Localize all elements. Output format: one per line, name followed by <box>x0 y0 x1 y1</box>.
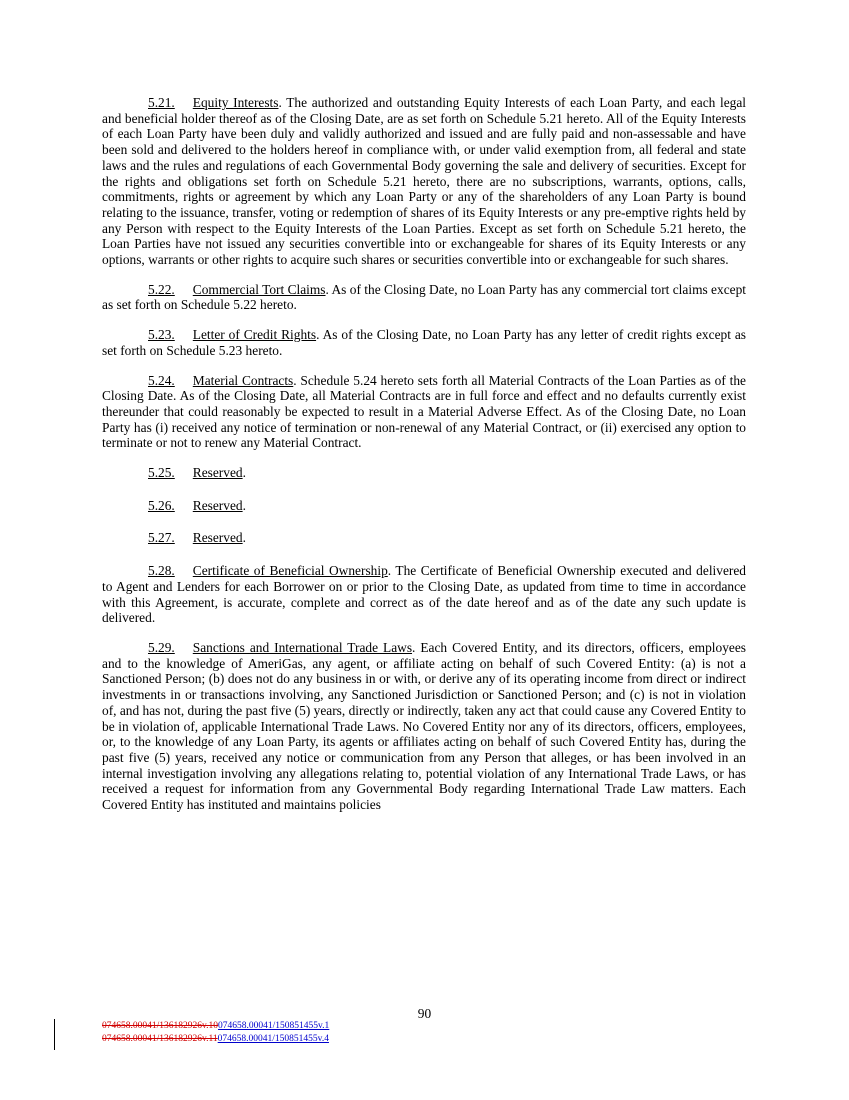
page-number: 90 <box>417 1006 432 1021</box>
doc-id-inserted: 074658.00041/150851455v.1 <box>218 1021 330 1031</box>
section-number: 5.22. <box>148 281 175 297</box>
section-title: Sanctions and International Trade Laws <box>192 639 413 655</box>
section-title: Certificate of Beneficial Ownership <box>192 563 388 579</box>
section-number: 5.26. <box>148 497 175 513</box>
section-number: 5.28. <box>148 563 175 579</box>
section-number: 5.27. <box>148 530 175 546</box>
document-id-footer <box>102 1020 329 1046</box>
doc-id-line <box>102 1033 329 1046</box>
section-title: Material Contracts <box>192 372 294 388</box>
section-text: . The Certificate of Beneficial Ownership executed and delivered to Agent and Lenders for each Borrower on or prior to the Closing Date, as updated from time to time in accordance with this Agreement, is accurate, complete and correct as of the date hereof and as of the date any such update is delivered. <box>102 563 746 626</box>
section-5-29 <box>102 640 746 813</box>
document-body <box>102 95 746 827</box>
section-text: . As of the Closing Date, no Loan Party has any commercial tort claims except as set forth on Schedule 5.22 hereto. <box>102 281 747 313</box>
section-text: . <box>242 497 246 513</box>
section-5-28 <box>102 563 746 626</box>
section-5-21 <box>102 95 746 268</box>
section-title: Commercial Tort Claims <box>192 281 326 297</box>
section-5-26 <box>148 498 746 514</box>
section-5-23 <box>102 327 746 358</box>
section-text: . Each Covered Entity, and its directors, officers, employees and to the knowledge of AmeriGas, any agent, or affiliate acting on behalf of such Covered Entity: (a) is not a Sanctioned Person; (b) does not do any business in or with, or derive any of its operating income from direct or indirect investments in or transactions involving, any Sanctioned Jurisdiction or Sanctioned Person; and (c) is not in violation of, and has not, during the past five (5) years, directly or indirectly, taken any act that could cause any Covered Entity to be in violation of, applicable International Trade Laws. No Covered Entity nor any of its directors, officers, employees, or, to the knowledge of any Loan Party, its agents or affiliates acting on behalf of such Covered Entity has, during the past five (5) years, received any notice or communication from any Person that alleges, or has been involved in an internal investigation involving any allegations relating to, potential violation of any International Trade Laws, or has received a request for information from any Governmental Body regarding International Trade Law matters. Each Covered Entity has instituted and maintains policies <box>102 639 746 813</box>
section-text: . As of the Closing Date, no Loan Party has any letter of credit rights except as set forth on Schedule 5.23 hereto. <box>102 327 746 358</box>
section-number: 5.29. <box>148 639 175 655</box>
section-5-22 <box>102 282 746 313</box>
section-title: Equity Interests <box>192 95 279 110</box>
section-5-27 <box>148 530 746 546</box>
doc-id-line <box>102 1020 329 1033</box>
section-5-25 <box>148 465 746 481</box>
section-number: 5.25. <box>148 465 175 481</box>
section-number: 5.23. <box>148 327 175 343</box>
section-title: Reserved <box>192 530 243 546</box>
section-5-24 <box>102 373 746 452</box>
section-number: 5.21. <box>148 95 175 110</box>
doc-id-deleted: 074658.00041/136182926v.10 <box>102 1021 219 1031</box>
section-text: . Schedule 5.24 hereto sets forth all Material Contracts of the Loan Parties as of the Closing Date. As of the Closing Date, all Material Contracts are in full force and effect and no defaults currently exist thereunder that could reasonably be expected to result in a Material Adverse Effect. As of the Closing Date, no Loan Party has (i) received any notice of termination or non-renewal of any Material Contract, or (ii) exercised any option to terminate or not to renew any Material Contract. <box>102 372 746 451</box>
section-text: . The authorized and outstanding Equity Interests of each Loan Party, and each legal and beneficial holder thereof as of the Closing Date, are as set forth on Schedule 5.21 hereto. All of the Equity Interests of each Loan Party have been duly and validly authorized and issued and are fully paid and non-assessable and have been sold and delivered to the holders hereof in compliance with, or under valid exemption from, all federal and state laws and the rules and regulations of each Governmental Body governing the sale and delivery of securities. Except for the rights and obligations set forth on Schedule 5.21 hereto, there are no subscriptions, warrants, options, calls, commitments, rights or agreement by which any Loan Party or any of the shareholders of any Loan Party is bound relating to the issuance, transfer, voting or redemption of shares of its Equity Interests or any pre-emptive rights held by any Person with respect to the Equity Interests of the Loan Parties. Except as set forth on Schedule 5.21 hereto, the Loan Parties have not issued any securities convertible into or exchangeable for shares of its Equity Interests or any options, warrants or other rights to acquire such shares or securities convertible into or exchangeable for such shares. <box>102 95 746 268</box>
section-title: Letter of Credit Rights <box>192 327 317 343</box>
section-title: Reserved <box>192 497 243 513</box>
doc-id-deleted: 074658.00041/136182926v.11 <box>102 1034 218 1044</box>
doc-id-inserted: 074658.00041/150851455v.4 <box>217 1034 329 1044</box>
section-number: 5.24. <box>148 372 175 388</box>
section-text: . <box>242 530 246 546</box>
revision-bar <box>54 1019 55 1050</box>
section-text: . <box>242 465 246 481</box>
section-title: Reserved <box>192 465 243 481</box>
